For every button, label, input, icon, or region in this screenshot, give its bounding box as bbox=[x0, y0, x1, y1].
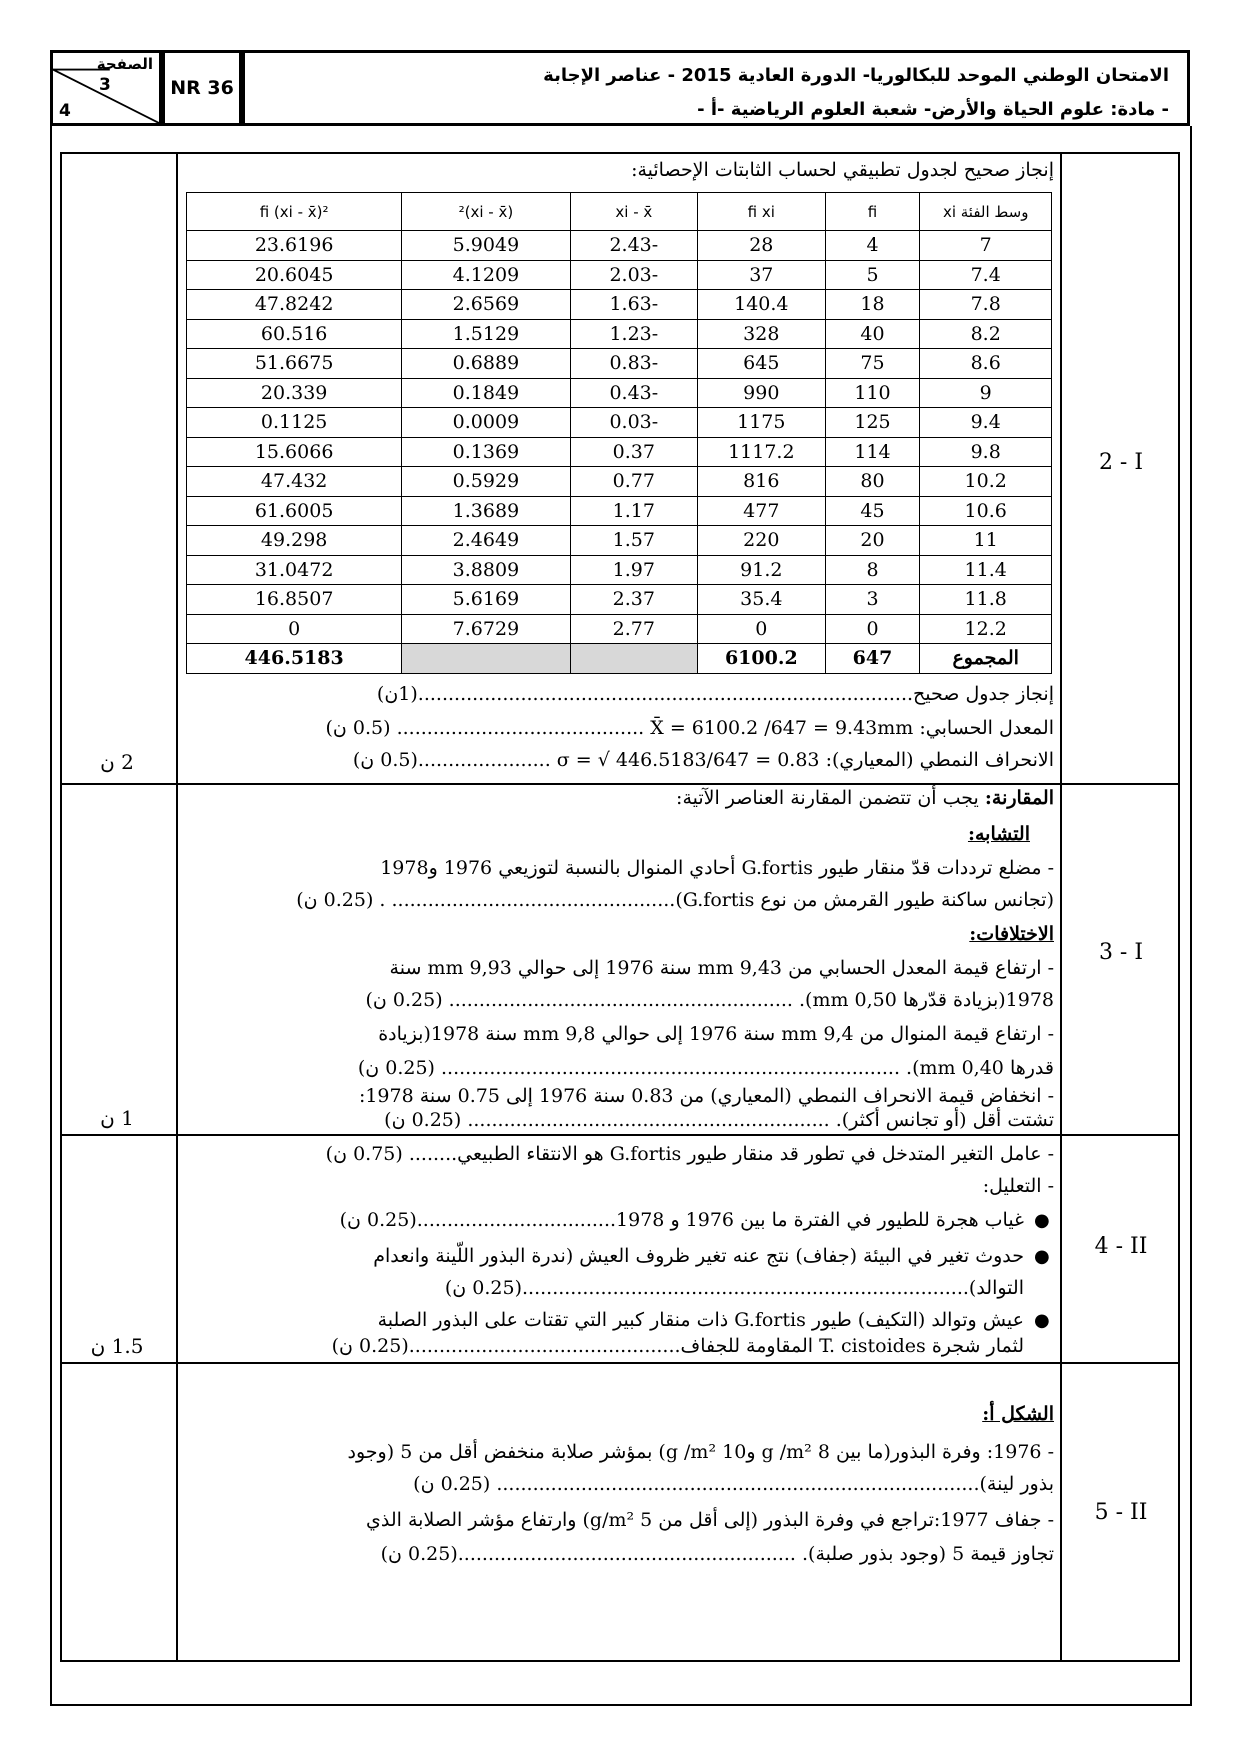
table-header-row bbox=[187, 193, 1052, 231]
table-cell: -0.43 bbox=[570, 378, 698, 408]
question-label-2-I: 2 - I bbox=[1098, 450, 1144, 475]
table-cell: 4 bbox=[825, 231, 920, 261]
page-number: 3 bbox=[99, 75, 111, 95]
table-cell: 10.2 bbox=[920, 467, 1052, 497]
difference-2a: - ارتفاع قيمة المنوال من 9,4 mm سنة 1976 إلى حوالي 9,8 mm سنة 1978(بزيادة bbox=[378, 1023, 1054, 1045]
bullet-icon: ● bbox=[1034, 1246, 1050, 1267]
table-cell: 3.8809 bbox=[402, 555, 570, 585]
table-cell: 477 bbox=[698, 496, 826, 526]
table-cell: 0.1369 bbox=[402, 437, 570, 467]
table-row bbox=[187, 555, 1052, 585]
table-cell: 2.4649 bbox=[402, 526, 570, 556]
table-row bbox=[187, 408, 1052, 438]
total-label: المجموع bbox=[920, 644, 1052, 674]
table-cell: 12.2 bbox=[920, 614, 1052, 644]
table-row bbox=[187, 467, 1052, 497]
table-cell: 0.1125 bbox=[187, 408, 402, 438]
exam-code: NR 36 bbox=[162, 50, 242, 126]
statistics-table bbox=[186, 192, 1052, 674]
bullet-icon: ● bbox=[1034, 1310, 1050, 1331]
justification-bullet-3b: لثمار شجرة T. cistoides المقاومة للجفاف.............................................(0.25 ن) bbox=[331, 1335, 1024, 1357]
table-total-row bbox=[187, 644, 1052, 674]
table-cell: 5.9049 bbox=[402, 231, 570, 261]
table-cell: 328 bbox=[698, 319, 826, 349]
difference-1a: - ارتفاع قيمة المعدل الحسابي من 9,43 mm سنة 1976 إلى حوالي 9,93 mm سنة bbox=[389, 957, 1054, 979]
table-cell: 20.339 bbox=[187, 378, 402, 408]
table-cell: 0.6889 bbox=[402, 349, 570, 379]
table-cell: 0.0009 bbox=[402, 408, 570, 438]
table-row bbox=[187, 585, 1052, 615]
table-cell: 60.516 bbox=[187, 319, 402, 349]
col-header-sq-deviation: (xi - x̄)² bbox=[402, 193, 570, 231]
table-cell: 11 bbox=[920, 526, 1052, 556]
table-cell: 51.6675 bbox=[187, 349, 402, 379]
col-header-deviation: xi - x̄ bbox=[570, 193, 698, 231]
table-cell: 0.1849 bbox=[402, 378, 570, 408]
table-cell: 0 bbox=[698, 614, 826, 644]
table-cell: 91.2 bbox=[698, 555, 826, 585]
table-row bbox=[187, 349, 1052, 379]
figure-a-line-2a: - جفاف 1977:تراجع في وفرة البذور (إلى أقل من 5 g/m²) وارتفاع مؤشر الصلابة الذي bbox=[366, 1509, 1054, 1531]
table-cell: -0.03 bbox=[570, 408, 698, 438]
table-cell: 75 bbox=[825, 349, 920, 379]
table-cell: -1.23 bbox=[570, 319, 698, 349]
total-fi: 647 bbox=[825, 644, 920, 674]
col-header-fixi: fi xi bbox=[698, 193, 826, 231]
col-header-weighted-sq-deviation: fi (xi - x̄)² bbox=[187, 193, 402, 231]
table-cell: 0 bbox=[825, 614, 920, 644]
table-cell: 990 bbox=[698, 378, 826, 408]
table-cell: -2.43 bbox=[570, 231, 698, 261]
table-cell: 49.298 bbox=[187, 526, 402, 556]
table-cell: 4.1209 bbox=[402, 260, 570, 290]
score-column-divider bbox=[176, 154, 178, 1660]
justification-bullet-1: غياب هجرة للطيور في الفترة ما بين 1976 و 1978.................................(0.25 ن) bbox=[339, 1209, 1024, 1231]
figure-a-title: الشكل أ: bbox=[982, 1403, 1054, 1425]
justification-bullet-2a: حدوث تغير في البيئة (جفاف) نتج عنه تغير ظروف العيش (ندرة البذور اللّينة وانعدام bbox=[373, 1245, 1024, 1267]
justification-bullet-3a: عيش وتوالد (التكيف) طيور G.fortis ذات منقار كبير التي تقتات على البذور الصلبة bbox=[377, 1309, 1024, 1331]
table-cell: 114 bbox=[825, 437, 920, 467]
table-cell: 45 bbox=[825, 496, 920, 526]
table-score-line: إنجاز جدول صحيح..................................................................................(1ن) bbox=[376, 683, 1054, 705]
similarity-line-2: (تجانس ساكنة طيور القرمش من نوع G.fortis)............................................... . (0.25 ن) bbox=[296, 889, 1054, 911]
table-cell: 37 bbox=[698, 260, 826, 290]
exam-title bbox=[242, 50, 1190, 126]
table-cell: 7 bbox=[920, 231, 1052, 261]
title-line-2: - مادة: علوم الحياة والأرض- شعبة العلوم الرياضية -أ - bbox=[697, 99, 1169, 120]
table-cell: 1.57 bbox=[570, 526, 698, 556]
table-cell: 5 bbox=[825, 260, 920, 290]
total-empty-2 bbox=[402, 644, 570, 674]
table-cell: 7.8 bbox=[920, 290, 1052, 320]
table-cell: -1.63 bbox=[570, 290, 698, 320]
table-cell: 47.432 bbox=[187, 467, 402, 497]
table-row bbox=[187, 378, 1052, 408]
question-label-3-I: 3 - I bbox=[1098, 940, 1144, 965]
selection-factor-line: - عامل التغير المتدخل في تطور قد منقار طيور G.fortis هو الانتقاء الطبيعي........ (0.75 ن) bbox=[325, 1143, 1054, 1165]
table-cell: 47.8242 bbox=[187, 290, 402, 320]
std-dev-line: الانحراف النمطي (المعياري): σ = √ 446.5183/647 = 0.83 ......................(0.5 ن) bbox=[352, 749, 1054, 771]
table-cell: 11.4 bbox=[920, 555, 1052, 585]
figure-a-line-2b: تجاوز قيمة 5 (وجود بذور صلبة). ........................................................(0.25 ن) bbox=[380, 1543, 1054, 1565]
figure-a-line-1b: بذور لينة)................................................................................ (0.25 ن) bbox=[413, 1473, 1054, 1495]
comparison-intro: يجب أن تتضمن المقارنة العناصر الآتية: bbox=[676, 787, 985, 809]
row-divider-2 bbox=[62, 1134, 1178, 1136]
total-sum: 446.5183 bbox=[187, 644, 402, 674]
table-cell: 1.5129 bbox=[402, 319, 570, 349]
table-cell: 10.6 bbox=[920, 496, 1052, 526]
table-cell: 2.37 bbox=[570, 585, 698, 615]
col-header-fi: fi bbox=[825, 193, 920, 231]
title-line-1: الامتحان الوطني الموحد للبكالوريا- الدورة العادية 2015 - عناصر الإجابة bbox=[543, 65, 1169, 86]
table-cell: 220 bbox=[698, 526, 826, 556]
table-cell: 1.97 bbox=[570, 555, 698, 585]
table-cell: 0.37 bbox=[570, 437, 698, 467]
table-intro: إنجاز صحيح لجدول تطبيقي لحساب الثابتات الإحصائية: bbox=[631, 159, 1054, 181]
total-empty-1 bbox=[570, 644, 698, 674]
table-cell: 9.8 bbox=[920, 437, 1052, 467]
table-cell: -2.03 bbox=[570, 260, 698, 290]
table-row bbox=[187, 437, 1052, 467]
table-cell: 1.17 bbox=[570, 496, 698, 526]
table-cell: 645 bbox=[698, 349, 826, 379]
score-4-II: 1.5 ن bbox=[90, 1334, 144, 1358]
col-header-class-mid: وسط الفئة xi bbox=[920, 193, 1052, 231]
score-2-I: 2 ن bbox=[100, 750, 134, 774]
differences-title: الاختلافات: bbox=[969, 923, 1054, 945]
table-cell: 125 bbox=[825, 408, 920, 438]
table-cell: 8.6 bbox=[920, 349, 1052, 379]
table-cell: 0.5929 bbox=[402, 467, 570, 497]
table-cell: 7.6729 bbox=[402, 614, 570, 644]
table-cell: 16.8507 bbox=[187, 585, 402, 615]
table-cell: 3 bbox=[825, 585, 920, 615]
table-row bbox=[187, 496, 1052, 526]
table-cell: 80 bbox=[825, 467, 920, 497]
table-cell: 20 bbox=[825, 526, 920, 556]
mean-line: المعدل الحسابي: X̄ = 6100.2 /647 = 9.43mm ......................................... (0.5 ن) bbox=[325, 717, 1054, 739]
table-row bbox=[187, 526, 1052, 556]
table-cell: 9 bbox=[920, 378, 1052, 408]
table-cell: 40 bbox=[825, 319, 920, 349]
bullet-icon: ● bbox=[1034, 1210, 1050, 1231]
table-cell: 0 bbox=[187, 614, 402, 644]
similarity-line-1: - مضلع ترددات قدّ منقار طيور G.fortis أحادي المنوال بالنسبة لتوزيعي 1976 و1978 bbox=[380, 857, 1054, 879]
justification-bullet-2b: التوالد)..........................................................................(0.25 ن) bbox=[444, 1277, 1024, 1299]
figure-a-line-1a: - 1976: وفرة البذور(ما بين 8 g /m² و10 g /m²) بمؤشر صلابة منخفض أقل من 5 (وجود bbox=[347, 1441, 1054, 1463]
justification-title: - التعليل: bbox=[982, 1175, 1054, 1197]
similarity-title: التشابه: bbox=[967, 823, 1030, 845]
question-label-4-II: 4 - II bbox=[1094, 1234, 1148, 1259]
page-total: 4 bbox=[59, 101, 71, 121]
comparison-heading bbox=[184, 784, 1054, 812]
table-cell: 1.3689 bbox=[402, 496, 570, 526]
table-cell: 23.6196 bbox=[187, 231, 402, 261]
row-divider-3 bbox=[62, 1362, 1178, 1364]
question-label-5-II: 5 - II bbox=[1094, 1500, 1148, 1525]
table-cell: 11.8 bbox=[920, 585, 1052, 615]
table-cell: 15.6066 bbox=[187, 437, 402, 467]
table-row bbox=[187, 614, 1052, 644]
score-3-I: 1 ن bbox=[100, 1106, 134, 1130]
difference-3a: - انخفاض قيمة الانحراف النمطي (المعياري) من 0.83 سنة 1976 إلى 0.75 سنة 1978: bbox=[358, 1085, 1054, 1107]
table-cell: 5.6169 bbox=[402, 585, 570, 615]
total-fixi: 6100.2 bbox=[698, 644, 826, 674]
table-cell: 18 bbox=[825, 290, 920, 320]
difference-3b: تشتت أقل (أو تجانس أكثر). ............................................................ (0.25 ن) bbox=[384, 1109, 1054, 1131]
label-column-divider bbox=[1060, 154, 1062, 1660]
table-cell: 8 bbox=[825, 555, 920, 585]
table-cell: 9.4 bbox=[920, 408, 1052, 438]
table-row bbox=[187, 231, 1052, 261]
table-cell: 7.4 bbox=[920, 260, 1052, 290]
difference-2b: قدرها 0,40 mm). ............................................................................ (0.25 ن) bbox=[357, 1057, 1054, 1079]
comparison-title: المقارنة: bbox=[984, 787, 1054, 809]
page-number-box bbox=[50, 50, 162, 126]
table-row bbox=[187, 260, 1052, 290]
table-cell: 31.0472 bbox=[187, 555, 402, 585]
table-cell: 8.2 bbox=[920, 319, 1052, 349]
table-cell: 35.4 bbox=[698, 585, 826, 615]
table-cell: 140.4 bbox=[698, 290, 826, 320]
table-cell: 20.6045 bbox=[187, 260, 402, 290]
table-row bbox=[187, 319, 1052, 349]
table-cell: 0.77 bbox=[570, 467, 698, 497]
table-cell: -0.83 bbox=[570, 349, 698, 379]
table-cell: 61.6005 bbox=[187, 496, 402, 526]
table-row bbox=[187, 290, 1052, 320]
table-cell: 28 bbox=[698, 231, 826, 261]
table-cell: 110 bbox=[825, 378, 920, 408]
table-cell: 2.77 bbox=[570, 614, 698, 644]
table-cell: 2.6569 bbox=[402, 290, 570, 320]
difference-1b: 1978(بزيادة قدّرها 0,50 mm). ......................................................... (0.25 ن) bbox=[365, 989, 1054, 1011]
table-cell: 1117.2 bbox=[698, 437, 826, 467]
table-cell: 1175 bbox=[698, 408, 826, 438]
table-cell: 816 bbox=[698, 467, 826, 497]
page-label: الصفحة bbox=[96, 55, 153, 73]
